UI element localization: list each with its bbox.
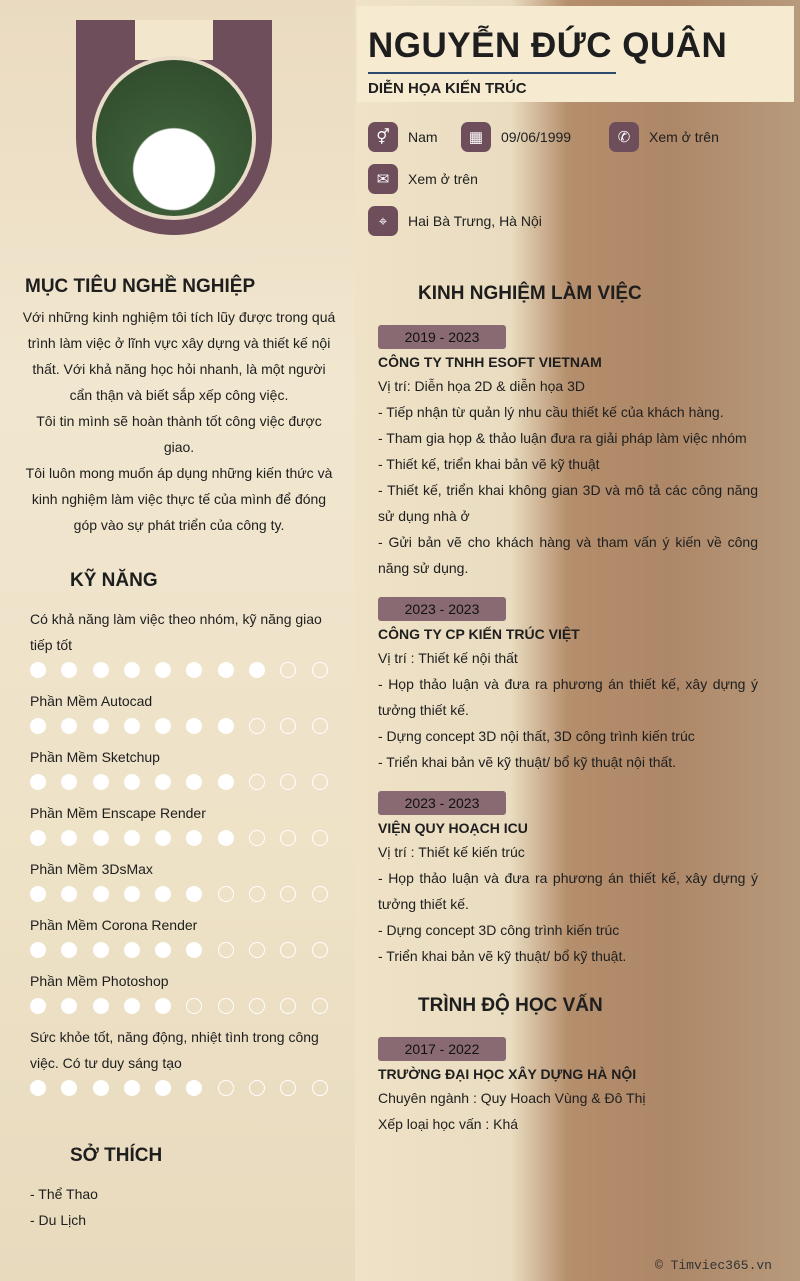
objective-line: Tôi tin mình sẽ hoàn thành tốt công việc được giao. xyxy=(36,413,322,455)
rating-dot-filled xyxy=(124,998,140,1014)
address-value: Hai Bà Trưng, Hà Nội xyxy=(408,213,542,229)
rating-dot-filled xyxy=(124,1080,140,1096)
job-detail: - Thiết kế, triển khai không gian 3D và mô tả các công năng sử dụng nhà ở xyxy=(378,482,758,524)
job-detail: - Gửi bản vẽ cho khách hàng và tham vấn ý kiến về công năng sử dụng. xyxy=(378,534,758,576)
rating-dot-filled xyxy=(155,774,171,790)
skill-rating xyxy=(30,1080,330,1096)
objective-title: MỤC TIÊU NGHỀ NGHIỆP xyxy=(25,276,256,297)
job-detail: - Dựng concept 3D công trình kiến trúc xyxy=(378,922,620,938)
company-name: CÔNG TY CP KIẾN TRÚC VIỆT xyxy=(378,626,580,642)
rating-dot-filled xyxy=(61,774,77,790)
skill-item xyxy=(30,912,330,958)
experience-title: KINH NGHIỆM LÀM VIỆC xyxy=(418,283,642,304)
rating-dot-empty xyxy=(280,886,296,902)
candidate-name: NGUYỄN ĐỨC QUÂN xyxy=(368,26,728,65)
job-detail: - Tiếp nhận từ quản lý nhu cầu thiết kế của khách hàng. xyxy=(378,404,724,420)
skill-item xyxy=(30,606,330,678)
mail-icon: ✉ xyxy=(368,164,398,194)
rating-dot-empty xyxy=(218,1080,234,1096)
rating-dot-filled xyxy=(186,886,202,902)
job-detail: - Tham gia họp & thảo luận đưa ra giải pháp làm việc nhóm xyxy=(378,430,747,446)
rating-dot-filled xyxy=(93,718,109,734)
skill-item xyxy=(30,856,330,902)
rating-dot-empty xyxy=(312,830,328,846)
rating-dot-empty xyxy=(312,774,328,790)
job-period: 2023 - 2023 xyxy=(378,597,506,621)
job-period: 2019 - 2023 xyxy=(378,325,506,349)
rating-dot-filled xyxy=(93,998,109,1014)
job-detail: - Họp thảo luận và đưa ra phương án thiết kế, xây dựng ý tưởng thiết kế. xyxy=(378,676,758,718)
rating-dot-empty xyxy=(280,662,296,678)
rating-dot-filled xyxy=(124,942,140,958)
rating-dot-filled xyxy=(30,998,46,1014)
objective-line: Tôi luôn mong muốn áp dụng những kiến thức và kinh nghiệm làm việc thực tế của mình để đóng góp vào sự phát triển của công ty. xyxy=(25,465,333,533)
rating-dot-empty xyxy=(249,998,265,1014)
rating-dot-filled xyxy=(155,830,171,846)
gender-info xyxy=(368,122,438,152)
rating-dot-filled xyxy=(186,1080,202,1096)
ribbon-decoration xyxy=(135,20,213,60)
skill-rating xyxy=(30,662,330,678)
rating-dot-empty xyxy=(280,830,296,846)
skill-rating xyxy=(30,718,330,734)
rating-dot-empty xyxy=(312,1080,328,1096)
skill-name: Phần Mềm Autocad xyxy=(30,693,153,709)
skill-item xyxy=(30,800,330,846)
rating-dot-filled xyxy=(124,718,140,734)
job-detail: - Thiết kế, triển khai bản vẽ kỹ thuật xyxy=(378,456,600,472)
rating-dot-filled xyxy=(61,886,77,902)
candidate-role: DIỄN HỌA KIẾN TRÚC xyxy=(368,80,527,97)
skill-name: Có khả năng làm việc theo nhóm, kỹ năng giao tiếp tốt xyxy=(30,611,322,653)
skills-title: KỸ NĂNG xyxy=(70,570,158,591)
rating-dot-filled xyxy=(30,718,46,734)
rating-dot-empty xyxy=(249,774,265,790)
rating-dot-empty xyxy=(249,942,265,958)
gender-icon: ⚥ xyxy=(368,122,398,152)
job-entry xyxy=(378,790,758,969)
email-info xyxy=(368,164,478,194)
rating-dot-empty xyxy=(249,718,265,734)
hobbies-title: SỞ THÍCH xyxy=(70,1145,163,1166)
rating-dot-empty xyxy=(218,998,234,1014)
rating-dot-empty xyxy=(280,718,296,734)
skill-item xyxy=(30,1024,330,1096)
job-detail: - Triển khai bản vẽ kỹ thuật/ bổ kỹ thuật nội thất. xyxy=(378,754,677,770)
company-name: VIỆN QUY HOẠCH ICU xyxy=(378,820,528,836)
rating-dot-filled xyxy=(218,774,234,790)
rating-dot-filled xyxy=(155,886,171,902)
rating-dot-empty xyxy=(249,830,265,846)
rating-dot-filled xyxy=(93,662,109,678)
rating-dot-filled xyxy=(61,830,77,846)
rating-dot-empty xyxy=(312,662,328,678)
dob-value: 09/06/1999 xyxy=(501,129,572,145)
job-detail: Vị trí : Thiết kế nội thất xyxy=(378,650,518,666)
rating-dot-filled xyxy=(93,1080,109,1096)
rating-dot-filled xyxy=(30,1080,46,1096)
rating-dot-filled xyxy=(30,830,46,846)
phone-info xyxy=(609,122,719,152)
rating-dot-empty xyxy=(218,942,234,958)
divider xyxy=(368,72,616,74)
skill-item xyxy=(30,688,330,734)
rating-dot-filled xyxy=(61,662,77,678)
rating-dot-filled xyxy=(93,886,109,902)
rating-dot-empty xyxy=(280,998,296,1014)
rating-dot-empty xyxy=(249,1080,265,1096)
rating-dot-filled xyxy=(124,830,140,846)
location-pin-icon: ⌖ xyxy=(368,206,398,236)
avatar xyxy=(92,56,256,220)
rating-dot-empty xyxy=(280,774,296,790)
rating-dot-empty xyxy=(186,998,202,1014)
rating-dot-filled xyxy=(30,942,46,958)
rating-dot-filled xyxy=(186,718,202,734)
education-title: TRÌNH ĐỘ HỌC VẤN xyxy=(418,995,603,1016)
skill-rating xyxy=(30,774,330,790)
skill-rating xyxy=(30,942,330,958)
education-entry xyxy=(378,1036,758,1137)
job-detail: Vị trí: Diễn họa 2D & diễn họa 3D xyxy=(378,378,586,394)
rating-dot-filled xyxy=(155,662,171,678)
education-line: Xếp loại học vấn : Khá xyxy=(378,1116,519,1132)
education-period: 2017 - 2022 xyxy=(378,1037,506,1061)
rating-dot-filled xyxy=(61,718,77,734)
rating-dot-empty xyxy=(312,942,328,958)
skill-rating xyxy=(30,830,330,846)
phone-icon: ✆ xyxy=(609,122,639,152)
rating-dot-filled xyxy=(186,830,202,846)
rating-dot-filled xyxy=(186,662,202,678)
rating-dot-filled xyxy=(186,774,202,790)
school-name: TRƯỜNG ĐẠI HỌC XÂY DỰNG HÀ NỘI xyxy=(378,1066,637,1082)
skill-name: Sức khỏe tốt, năng động, nhiệt tình trong công việc. Có tư duy sáng tạo xyxy=(30,1029,319,1071)
rating-dot-filled xyxy=(61,1080,77,1096)
phone-value: Xem ở trên xyxy=(649,129,719,145)
rating-dot-empty xyxy=(249,886,265,902)
rating-dot-empty xyxy=(280,1080,296,1096)
skill-item xyxy=(30,744,330,790)
rating-dot-filled xyxy=(218,662,234,678)
rating-dot-filled xyxy=(124,886,140,902)
education-line: Chuyên ngành : Quy Hoach Vùng & Đô Thị xyxy=(378,1090,646,1106)
rating-dot-filled xyxy=(155,1080,171,1096)
calendar-icon: ▦ xyxy=(461,122,491,152)
skill-name: Phần Mềm Corona Render xyxy=(30,917,198,933)
hobby-item: - Du Lịch xyxy=(30,1212,87,1228)
job-detail: - Dựng concept 3D nội thất, 3D công trình kiến trúc xyxy=(378,728,695,744)
rating-dot-filled xyxy=(218,830,234,846)
email-value: Xem ở trên xyxy=(408,171,478,187)
job-detail: - Triển khai bản vẽ kỹ thuật/ bổ kỹ thuật. xyxy=(378,948,627,964)
rating-dot-filled xyxy=(93,830,109,846)
rating-dot-filled xyxy=(61,942,77,958)
rating-dot-empty xyxy=(312,718,328,734)
rating-dot-filled xyxy=(124,774,140,790)
skill-rating xyxy=(30,998,330,1014)
job-entry xyxy=(378,324,758,581)
address-info xyxy=(368,206,542,236)
rating-dot-empty xyxy=(218,886,234,902)
rating-dot-empty xyxy=(312,886,328,902)
objective-line: Với những kinh nghiệm tôi tích lũy được trong quá trình làm việc ở lĩnh vực xây dựng và thiết kế nội thất. Với khả năng học hỏi nhanh, là một người cẩn thận và biết sắp xếp công việc. xyxy=(22,309,336,403)
skill-name: Phần Mềm 3DsMax xyxy=(30,861,153,877)
skill-name: Phần Mềm Photoshop xyxy=(30,973,169,989)
company-name: CÔNG TY TNHH ESOFT VIETNAM xyxy=(378,354,602,370)
rating-dot-filled xyxy=(186,942,202,958)
rating-dot-filled xyxy=(30,886,46,902)
job-entry xyxy=(378,596,758,775)
rating-dot-filled xyxy=(218,718,234,734)
skill-rating xyxy=(30,886,330,902)
job-period: 2023 - 2023 xyxy=(378,791,506,815)
skill-name: Phần Mềm Enscape Render xyxy=(30,805,206,821)
rating-dot-filled xyxy=(155,718,171,734)
rating-dot-filled xyxy=(249,662,265,678)
rating-dot-empty xyxy=(280,942,296,958)
hobby-item: - Thể Thao xyxy=(30,1186,98,1202)
job-detail: Vị trí : Thiết kế kiến trúc xyxy=(378,844,525,860)
rating-dot-filled xyxy=(155,998,171,1014)
rating-dot-filled xyxy=(124,662,140,678)
rating-dot-filled xyxy=(61,998,77,1014)
skill-item xyxy=(30,968,330,1014)
job-detail: - Họp thảo luận và đưa ra phương án thiết kế, xây dựng ý tưởng thiết kế. xyxy=(378,870,758,912)
rating-dot-filled xyxy=(93,774,109,790)
rating-dot-empty xyxy=(312,998,328,1014)
rating-dot-filled xyxy=(30,774,46,790)
rating-dot-filled xyxy=(93,942,109,958)
dob-info xyxy=(461,122,571,152)
skill-name: Phần Mềm Sketchup xyxy=(30,749,160,765)
objective-text xyxy=(20,304,338,538)
rating-dot-filled xyxy=(30,662,46,678)
footer-credit: © Timviec365.vn xyxy=(654,1258,772,1273)
gender-value: Nam xyxy=(408,129,438,145)
rating-dot-filled xyxy=(155,942,171,958)
